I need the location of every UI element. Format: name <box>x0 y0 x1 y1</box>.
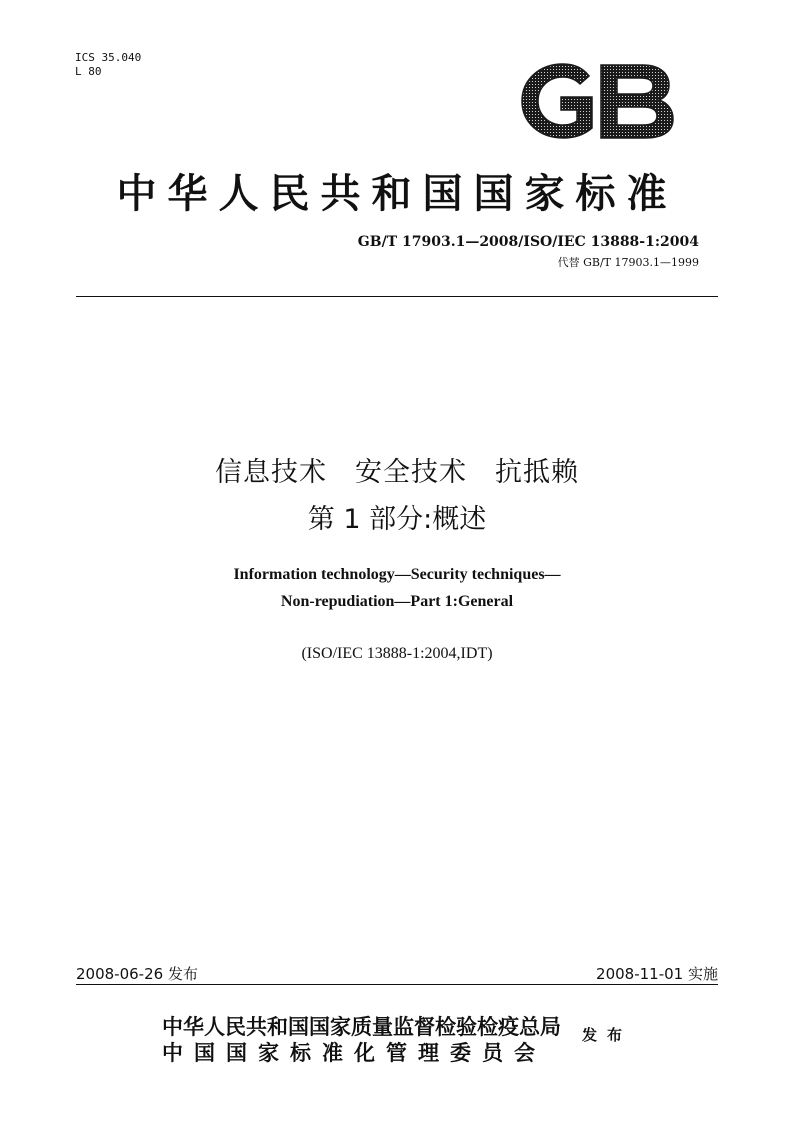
ics-code: ICS 35.040 <box>75 51 142 64</box>
gb-logo <box>519 62 675 140</box>
implementation-date: 2008-11-01 实施 <box>596 965 718 983</box>
standard-number: GB/T 17903.1—2008/ISO/IEC 13888-1:2004 <box>357 234 699 250</box>
document-title-cn-line1: 信息技术 安全技术 抗抵赖 <box>215 457 579 488</box>
replaces-standard: 代替 GB/T 17903.1—1999 <box>557 256 699 269</box>
document-title-cn-line2: 第 1 部分:概述 <box>307 504 487 535</box>
issuer-sac: 中国国家标准化管理委员会 <box>162 1040 546 1065</box>
issuer-aqsiq: 中华人民共和国国家质量监督检验检疫总局 <box>162 1014 561 1039</box>
top-divider <box>76 296 718 297</box>
classification-codes <box>75 51 141 79</box>
publish-label: 发布 <box>582 1026 633 1044</box>
standard-category-title: 中华人民共和国国家标准 <box>116 170 678 217</box>
bottom-divider <box>76 984 718 985</box>
document-title-en-line1: Information technology—Security techniques— <box>233 566 561 583</box>
document-title-en-line2: Non-repudiation—Part 1:General <box>280 593 514 610</box>
iso-reference: (ISO/IEC 13888-1:2004,IDT) <box>301 645 493 662</box>
ccs-code: L 80 <box>75 65 102 78</box>
issue-date: 2008-06-26 发布 <box>76 965 198 983</box>
gb-logo-icon <box>519 62 675 140</box>
